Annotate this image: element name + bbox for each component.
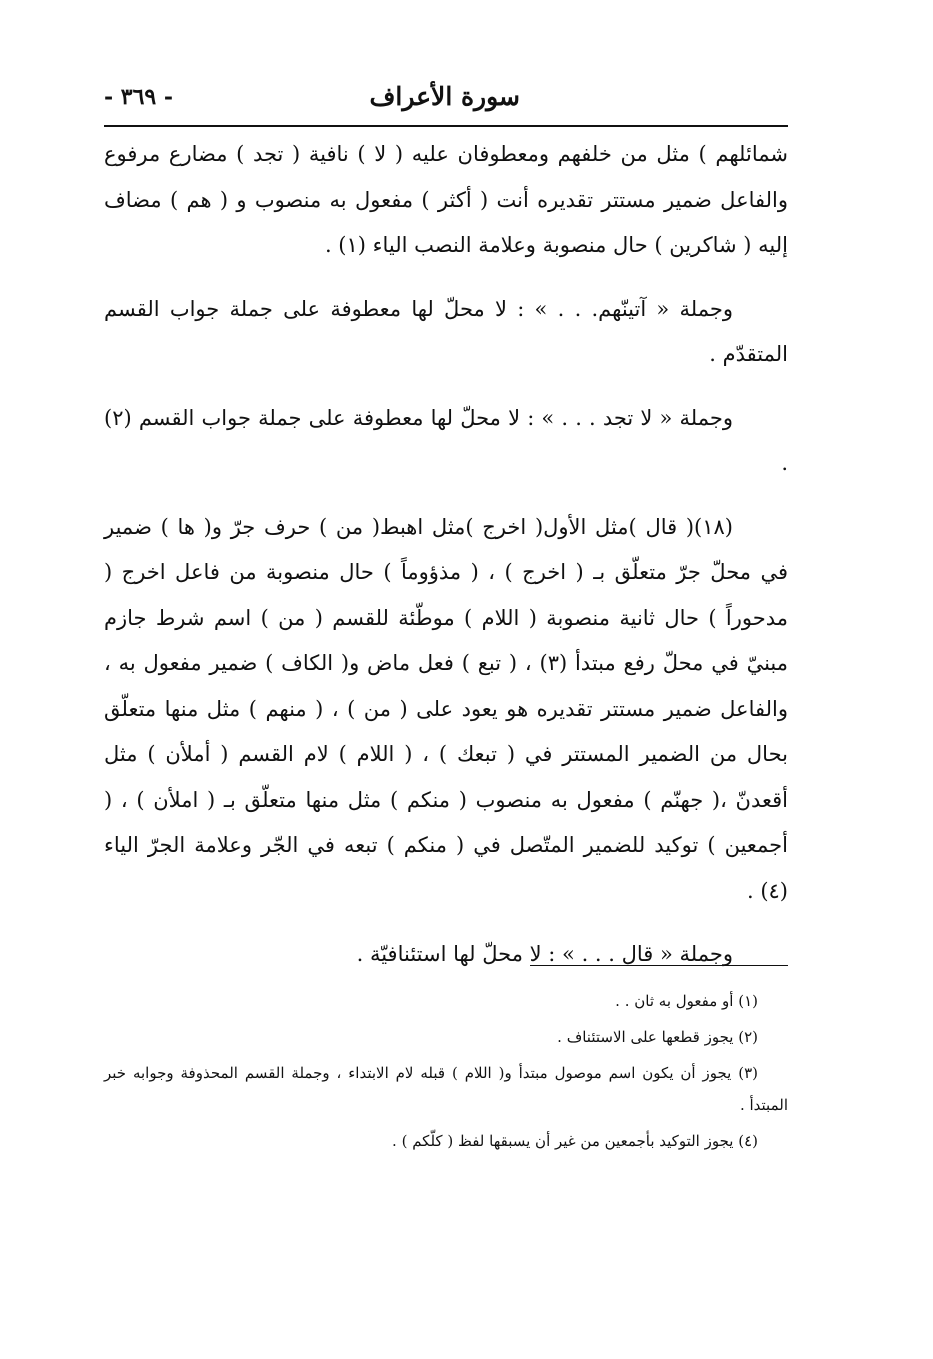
main-text bbox=[104, 132, 788, 996]
footnote-4: (٤) يجوز التوكيد بأجمعين من غير أن يسبقها لفظ ( كلّكم ) . bbox=[392, 1132, 758, 1150]
paragraph-5: وجملة « قال . . . » : لا محلّ لها استئنافيّة . bbox=[356, 942, 733, 966]
page-number: - ٣٦٩ - bbox=[104, 84, 174, 110]
paragraph-1: شمائلهم ) مثل من خلفهم ومعطوفان عليه ( لا ) نافية ( تجد ) مضارع مرفوع والفاعل ضمير مستتر تقديره أنت ( أكثر ) مفعول به منصوب و ( هم ) مضاف إليه ( شاكرين ) حال منصوبة وعلامة النصب الياء (١) . bbox=[104, 142, 788, 257]
footnote-divider bbox=[530, 965, 788, 966]
paragraph-4: (١٨)( قال )مثل الأول( اخرج )مثل اهبط( من ) حرف جرّ و( ها ) ضمير في محلّ جرّ متعلّق بـ ( اخرج ) ، ( مذؤوماً ) حال منصوبة من فاعل اخرج ( مدحوراً ) حال ثانية منصوبة ( اللام ) موطّئة للقسم ( من ) اسم شرط جازم مبنيّ في محلّ رفع مبتدأ (٣) ، ( تبع ) فعل ماض و( الكاف ) ضمير مفعول به ، والفاعل ضمير مستتر تقديره هو يعود على ( من ) ، ( منهم ) مثل منها متعلّق بحال من الضمير المستتر في ( تبعك ) ، ( اللام ) لام القسم ( أملأن ) مثل أقعدنّ ،( جهنّم ) مفعول به منصوب ( منكم ) مثل منها متعلّق بـ ( املأن ) ، ( أجمعين ) توكيد للضمير المتّصل في ( منكم ) تبعه في الجّر وعلامة الجرّ الياء (٤) . bbox=[104, 514, 788, 903]
surah-title: سورة الأعراف bbox=[369, 82, 520, 111]
footnote-3: (٣) يجوز أن يكون اسم موصول مبتدأ و( اللام ) قبله لام الابتداء ، وجملة القسم المحذوفة وجوابه خبر المبتدأ . bbox=[104, 1064, 788, 1114]
footnotes bbox=[104, 985, 788, 1161]
page-header bbox=[104, 70, 788, 124]
footnote-2: (٢) يجوز قطعها على الاستئناف . bbox=[557, 1028, 758, 1046]
footnote-1: (١) أو مفعول به ثان . . bbox=[615, 992, 758, 1010]
header-divider bbox=[104, 125, 788, 127]
paragraph-2: وجملة « آتينّهم. . . » : لا محلّ لها معطوفة على جملة جواب القسم المتقدّم . bbox=[104, 296, 788, 366]
paragraph-3: وجملة « لا تجد . . . » : لا محلّ لها معطوفة على جملة جواب القسم (٢) . bbox=[104, 405, 788, 475]
